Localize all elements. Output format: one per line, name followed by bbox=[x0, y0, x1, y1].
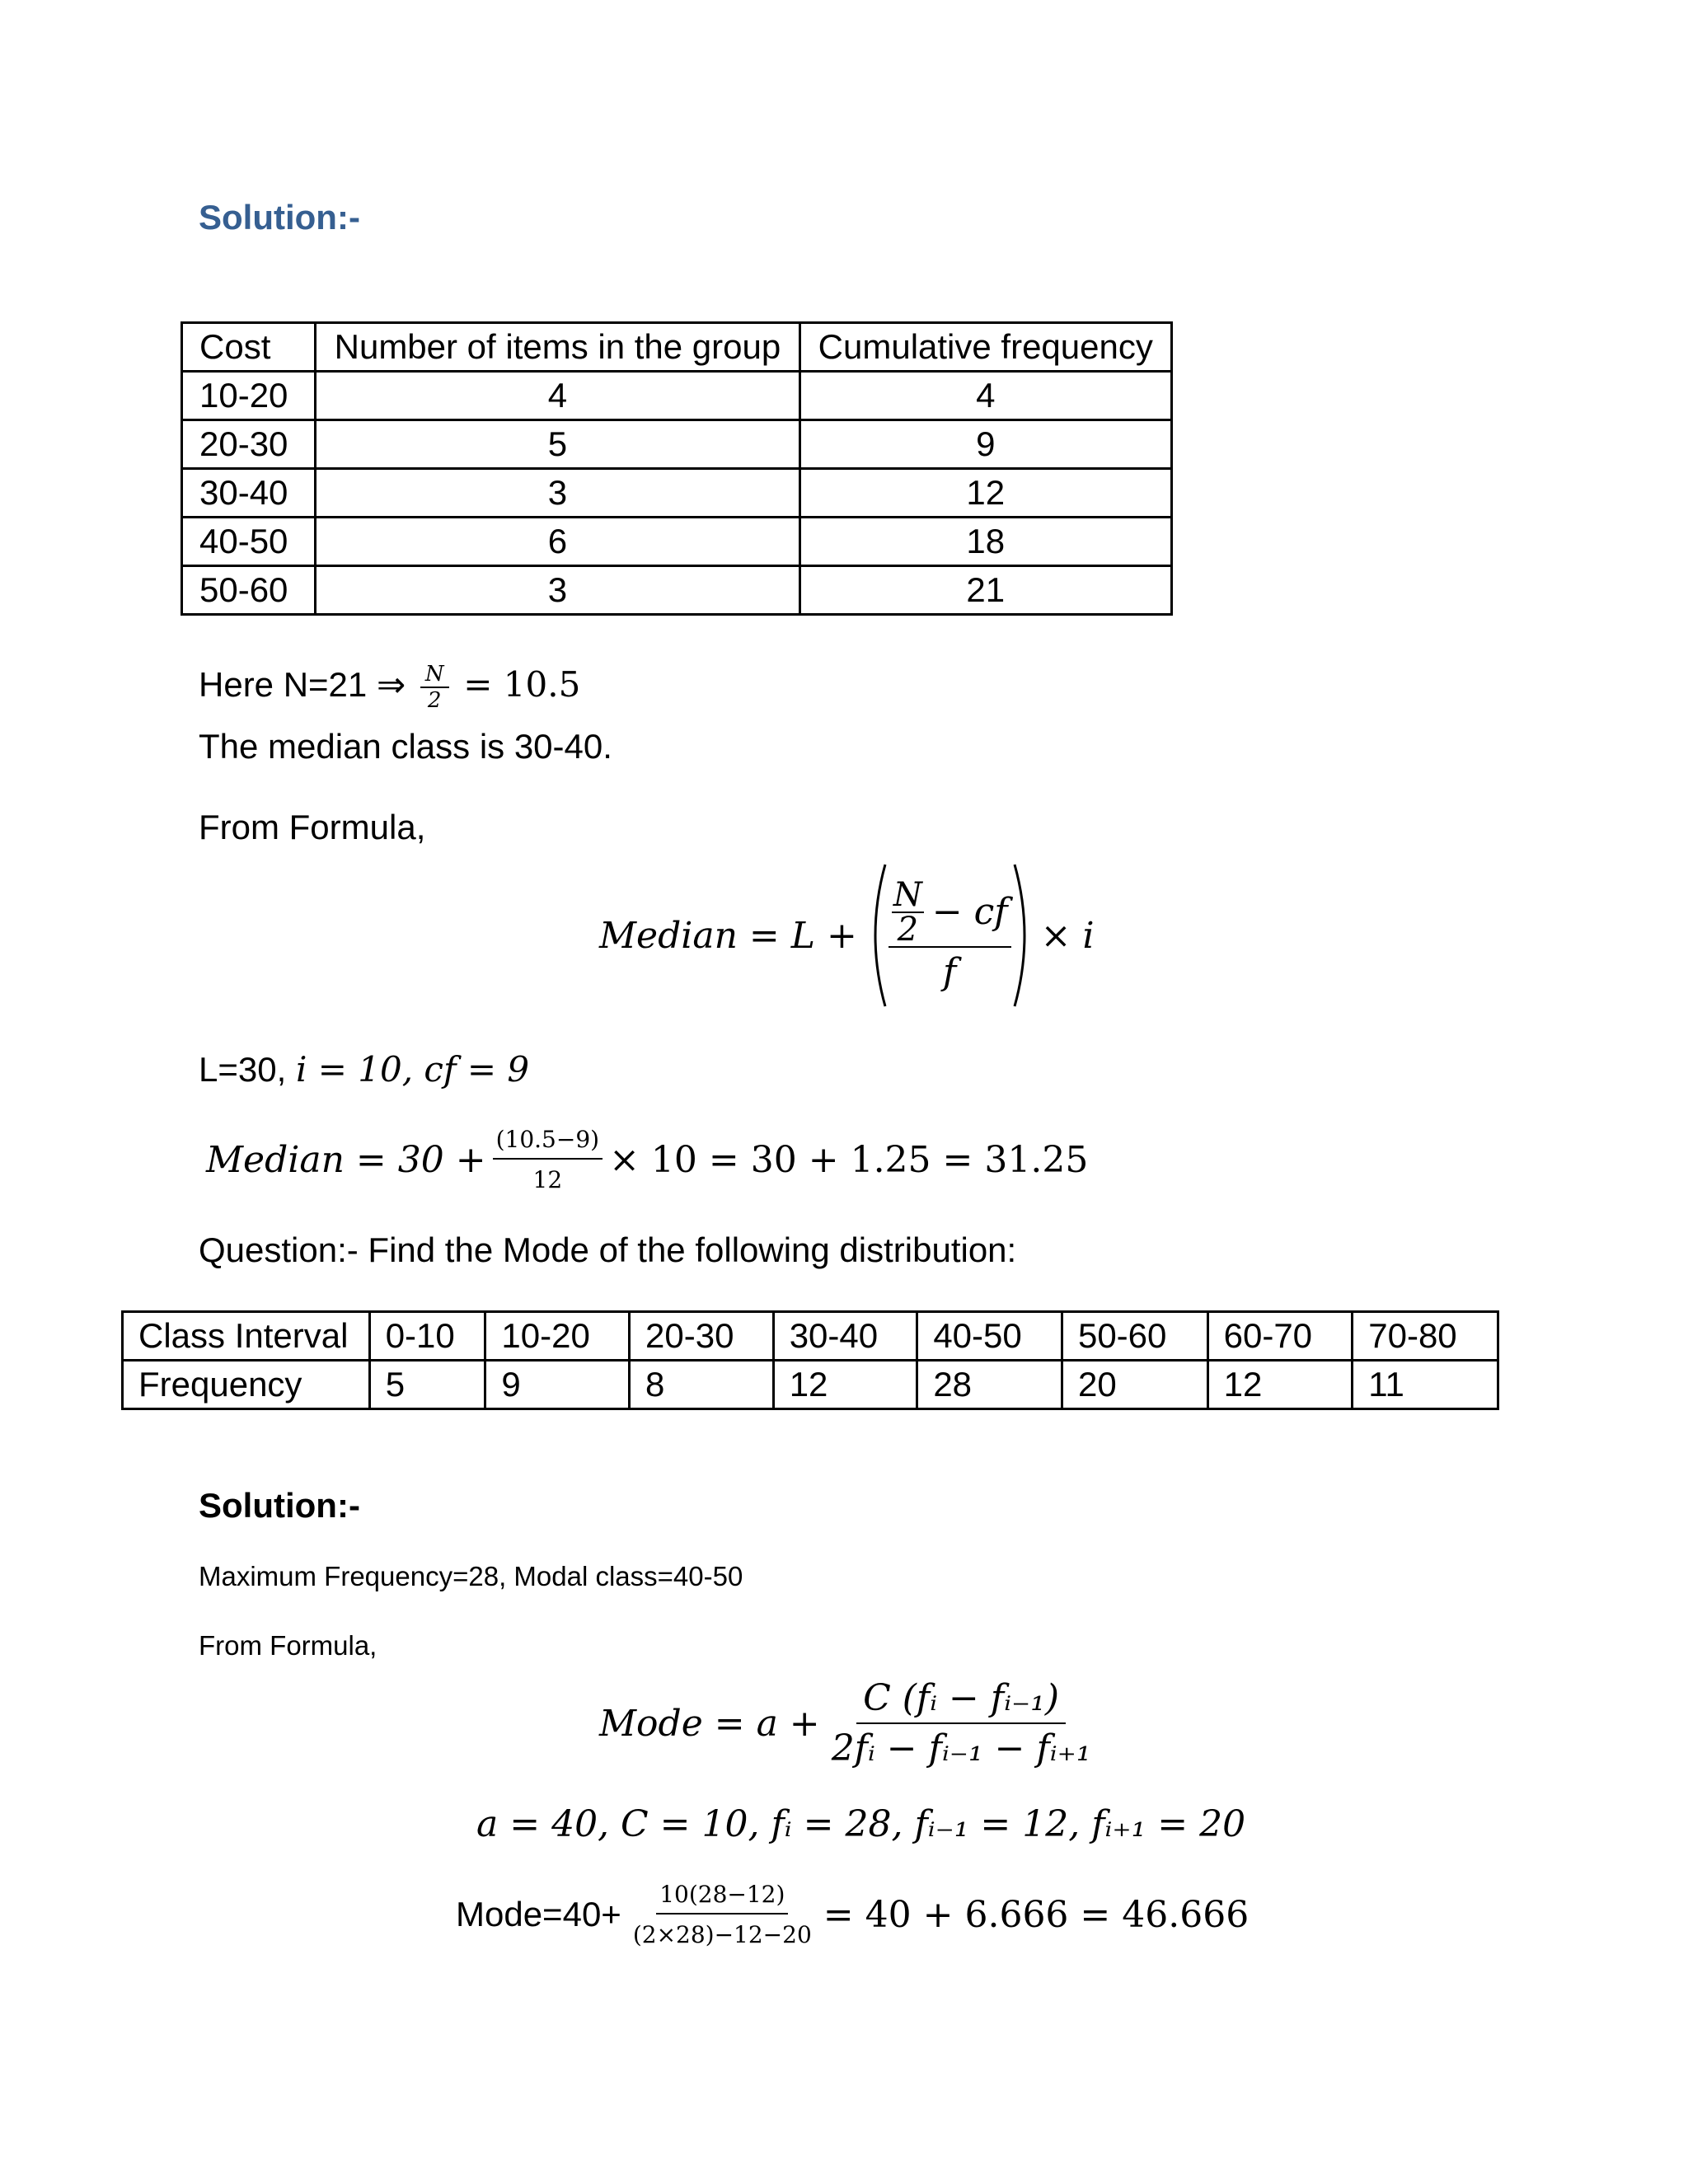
mode-table-cell: 70-80 bbox=[1353, 1312, 1498, 1361]
cf-table-cell: 9 bbox=[799, 420, 1171, 469]
mode-calculation bbox=[456, 1881, 1249, 1948]
cf-table-header-cell: Cost bbox=[182, 323, 316, 372]
cf-table-header-row bbox=[182, 323, 1172, 372]
cf-table-cell: 4 bbox=[799, 372, 1171, 420]
cf-table-cell: 40-50 bbox=[182, 518, 316, 566]
right-paren bbox=[1011, 861, 1036, 1010]
cf-table-cell: 3 bbox=[316, 566, 799, 615]
mode-table-cell: 0-10 bbox=[369, 1312, 485, 1361]
formula-n: N bbox=[893, 875, 922, 914]
mode-table-cell: 40-50 bbox=[917, 1312, 1062, 1361]
mode-table-cell: 8 bbox=[630, 1361, 774, 1409]
cf-table-cell: 20-30 bbox=[182, 420, 316, 469]
mode-formula-den: 2fᵢ − fᵢ₋₁ − fᵢ₊₁ bbox=[831, 1727, 1091, 1769]
cf-table-row bbox=[182, 566, 1172, 615]
solution-heading: Solution:- bbox=[199, 198, 360, 237]
formula-minus-cf: − cf bbox=[931, 891, 1008, 933]
mode-formula-fraction bbox=[827, 1677, 1096, 1769]
median-inner-fraction bbox=[889, 875, 1011, 993]
median-formula bbox=[599, 861, 1095, 1010]
mode-table-cell: 28 bbox=[917, 1361, 1062, 1409]
from-formula-text: From Formula, bbox=[199, 808, 426, 846]
solution-heading-2: Solution:- bbox=[199, 1486, 360, 1525]
median-calc-fraction bbox=[493, 1126, 603, 1193]
values-prefix: L=30, bbox=[199, 1050, 287, 1089]
n-over-2-den: 2 bbox=[427, 688, 442, 713]
cf-table-row bbox=[182, 420, 1172, 469]
cf-table-cell: 21 bbox=[799, 566, 1171, 615]
mode-table-cell: 12 bbox=[773, 1361, 917, 1409]
mode-table-cell: 20-30 bbox=[630, 1312, 774, 1361]
formula-times-i: × i bbox=[1040, 914, 1095, 957]
left-paren bbox=[864, 861, 889, 1010]
cf-table-cell: 3 bbox=[316, 469, 799, 518]
mode-calc-den: (2×28)−12−20 bbox=[632, 1921, 812, 1948]
mode-table-row-label: Frequency bbox=[123, 1361, 370, 1409]
mode-table-cell: 60-70 bbox=[1207, 1312, 1353, 1361]
half-value: = 10.5 bbox=[463, 664, 581, 705]
mode-formula bbox=[599, 1677, 1096, 1769]
here-n-line bbox=[199, 662, 580, 713]
cf-table-cell: 18 bbox=[799, 518, 1171, 566]
cf-table-cell: 10-20 bbox=[182, 372, 316, 420]
mode-table-cell: 30-40 bbox=[773, 1312, 917, 1361]
here-n-text: Here N=21 ⇒ bbox=[199, 665, 406, 705]
cf-table-cell: 50-60 bbox=[182, 566, 316, 615]
mode-table-cell: 12 bbox=[1207, 1361, 1353, 1409]
question-text: Question:- Find the Mode of the following distribution: bbox=[199, 1230, 1017, 1269]
cf-table-header-cell: Number of items in the group bbox=[316, 323, 799, 372]
cf-table-cell: 30-40 bbox=[182, 469, 316, 518]
cf-table-header-cell: Cumulative frequency bbox=[799, 323, 1171, 372]
mode-values-line: a = 40, C = 10, fᵢ = 28, fᵢ₋₁ = 12, fᵢ₊₁ = 20 bbox=[476, 1803, 1246, 1845]
mode-calc-lhs: Mode=40+ bbox=[456, 1895, 621, 1933]
median-values-line bbox=[199, 1049, 529, 1090]
mode-table-cell: 10-20 bbox=[485, 1312, 630, 1361]
mode-calc-rhs: = 40 + 6.666 = 46.666 bbox=[823, 1893, 1250, 1936]
mode-from-formula-text: From Formula, bbox=[199, 1630, 377, 1661]
mode-formula-num: C (fᵢ − fᵢ₋₁) bbox=[856, 1677, 1066, 1724]
mode-calc-num: 10(28−12) bbox=[656, 1881, 788, 1915]
formula-two: 2 bbox=[897, 910, 919, 949]
max-frequency-text: Maximum Frequency=28, Modal class=40-50 bbox=[199, 1561, 743, 1591]
cf-table-cell: 12 bbox=[799, 469, 1171, 518]
cumulative-frequency-table bbox=[181, 321, 1173, 616]
cf-table-row bbox=[182, 469, 1172, 518]
median-inner-numerator bbox=[889, 875, 1011, 949]
cf-table-cell: 6 bbox=[316, 518, 799, 566]
frequency-row bbox=[123, 1361, 1498, 1409]
median-calc-lhs: Median = 30 + bbox=[206, 1138, 486, 1181]
median-calc-rhs: × 10 = 30 + 1.25 = 31.25 bbox=[609, 1138, 1089, 1181]
mode-formula-lhs: Mode = a + bbox=[599, 1702, 820, 1745]
median-formula-lhs: Median = L + bbox=[599, 914, 857, 957]
mode-table-body bbox=[123, 1312, 1498, 1409]
mode-distribution-table bbox=[121, 1310, 1499, 1410]
formula-f: f bbox=[943, 950, 957, 993]
cf-table-row bbox=[182, 372, 1172, 420]
median-calculation bbox=[206, 1126, 1088, 1193]
n-over-2-formula bbox=[892, 875, 924, 949]
cf-table-cell: 5 bbox=[316, 420, 799, 469]
n-over-2-num: N bbox=[420, 662, 449, 688]
mode-table-cell: 9 bbox=[485, 1361, 630, 1409]
mode-table-cell: 5 bbox=[369, 1361, 485, 1409]
mode-calc-fraction bbox=[628, 1881, 817, 1948]
n-over-2-fraction bbox=[420, 662, 449, 713]
mode-table-cell: 50-60 bbox=[1062, 1312, 1207, 1361]
cf-table-cell: 4 bbox=[316, 372, 799, 420]
mode-table-cell: 11 bbox=[1353, 1361, 1498, 1409]
cf-table-row bbox=[182, 518, 1172, 566]
mode-table-row-label: Class Interval bbox=[123, 1312, 370, 1361]
cf-table-body bbox=[182, 323, 1172, 615]
median-class-text: The median class is 30-40. bbox=[199, 727, 612, 766]
values-rest: i = 10, cf = 9 bbox=[295, 1049, 530, 1090]
median-calc-num: (10.5−9) bbox=[493, 1126, 603, 1160]
median-calc-den: 12 bbox=[532, 1166, 563, 1193]
class-interval-row bbox=[123, 1312, 1498, 1361]
mode-table-cell: 20 bbox=[1062, 1361, 1207, 1409]
